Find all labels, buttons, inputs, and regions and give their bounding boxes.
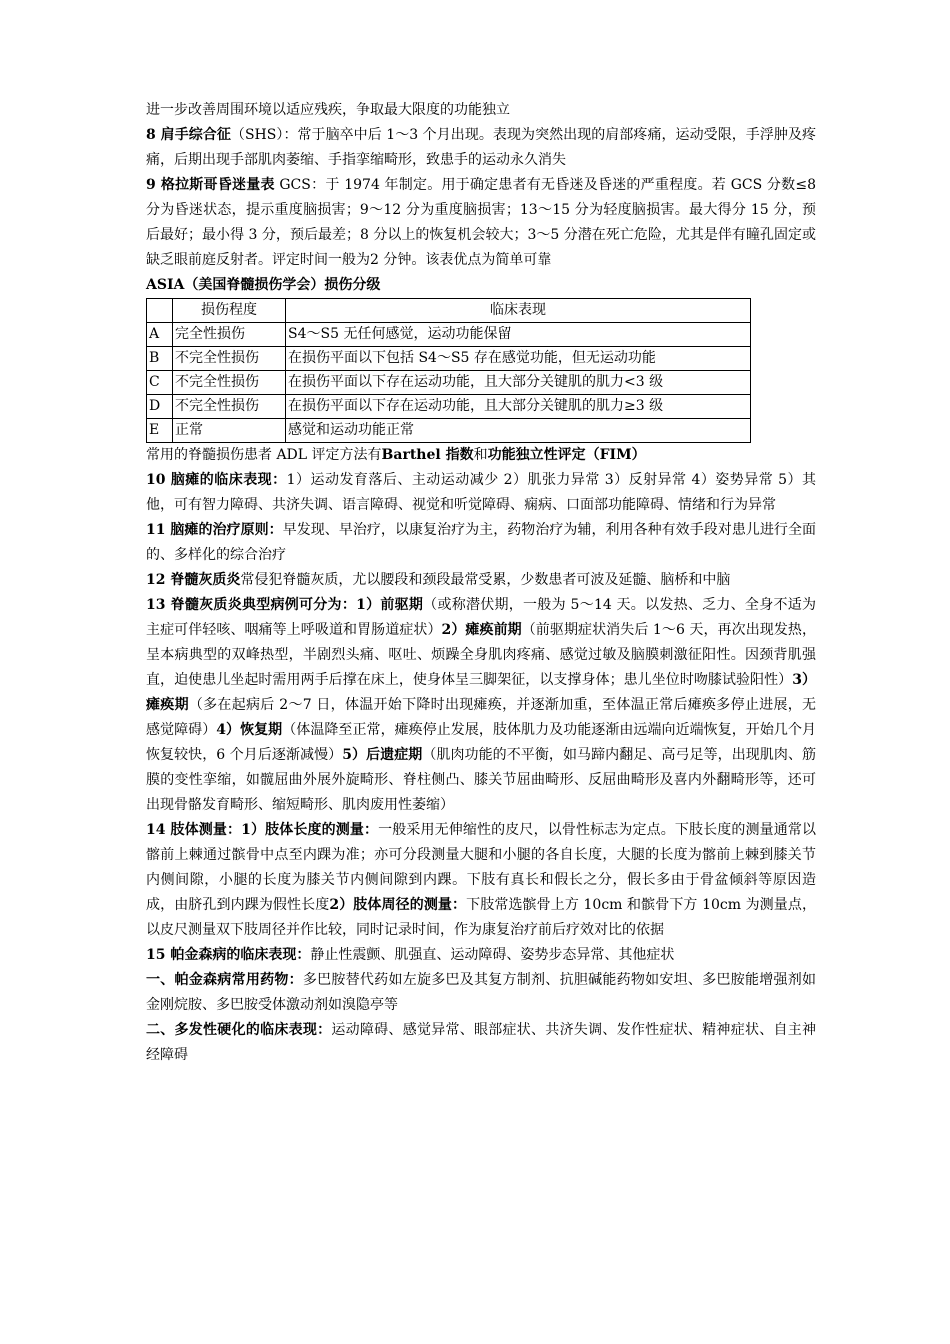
- table-header-cell: 损伤程度: [173, 299, 286, 323]
- p13-stage1-title: 1）前驱期: [356, 597, 424, 613]
- table-row: [147, 371, 751, 395]
- table-cell: 感觉和运动功能正常: [286, 419, 751, 443]
- p13-stage3-text: （多在起病后 2～7 日，体温开始下降时出现瘫痪，并逐渐加重，至体温正常后瘫痪多停止进展，无感觉障碍）: [146, 697, 817, 738]
- p8-text: （SHS）：常于脑卒中后 1～3 个月出现。表现为突然出现的肩部疼痛，运动受限，手浮肿及疼痛，后期出现手部肌肉萎缩、手指挛缩畸形，致患手的运动永久消失: [146, 127, 816, 168]
- p11-title: 11 脑瘫的治疗原则：: [146, 522, 283, 538]
- p15-text: 静止性震颤、肌强直、运动障碍、姿势步态异常、其他症状: [310, 947, 675, 963]
- table-cell: A: [147, 323, 173, 347]
- paragraph-12: [146, 568, 816, 593]
- paragraph-15: [146, 943, 816, 968]
- paragraph-adl: [146, 443, 816, 468]
- p9-text: GCS：于 1974 年制定。用于确定患者有无昏迷及昏迷的严重程度。若 GCS 分数≤8 分为昏迷状态，提示重度脑损害；9～12 分为重度脑损害；13～15 分为轻度脑损害。最大得分 15 分，预后最好；最小得 3 分，预后最差；8 分以上的恢复机会较大；3～5 分潜在死亡危险，尤其是伴有瞳孔固定或缺乏眼前庭反射者。评定时间一般为2 分钟。该表优点为简单可靠: [146, 177, 816, 268]
- p12-title: 12 脊髓灰质炎: [146, 572, 241, 588]
- p13-stage1-text: （或称潜伏期，一般为 5～14 天。以发热、乏力、全身不适为主症可伴轻咳、咽痛等上呼吸道和胃肠道症状）: [146, 597, 816, 638]
- table-cell: 在损伤平面以下存在运动功能，且大部分关键肌的肌力<3 级: [286, 371, 751, 395]
- p13-title: 13 脊髓灰质炎典型病例可分为：: [146, 597, 357, 613]
- p10-text: 1）运动发育落后、主动运动减少 2）肌张力异常 3）反射异常 4）姿势异常 5）其他，可有智力障碍、共济失调、语言障碍、视觉和听觉障碍、痫病、口面部功能障碍、情绪和行为异常: [146, 472, 816, 513]
- p8-title: 8 肩手综合征: [146, 127, 231, 143]
- table-cell: 不完全性损伤: [173, 395, 286, 419]
- paragraph-13: [146, 593, 816, 818]
- table-cell: 正常: [173, 419, 286, 443]
- paragraph-ms: [146, 1018, 816, 1068]
- table-cell: B: [147, 347, 173, 371]
- table-header-row: [147, 299, 751, 323]
- p15-title: 15 帕金森病的临床表现：: [146, 947, 311, 963]
- pk2-title: 二、多发性硬化的临床表现：: [146, 1022, 332, 1038]
- table-header-cell: [147, 299, 173, 323]
- table-cell: 在损伤平面以下包括 S4～S5 存在感觉功能，但无运动功能: [286, 347, 751, 371]
- p11-text: 早发现、早治疗，以康复治疗为主，药物治疗为辅，利用各种有效手段对患儿进行全面的、多样化的综合治疗: [146, 522, 817, 563]
- intro-text: 进一步改善周围环境以适应残疾，争取最大限度的功能独立: [146, 102, 510, 118]
- pk1-text: 多巴胺替代药如左旋多巴及其复方制剂、抗胆碱能药物如安坦、多巴胺能增强剂如金刚烷胺、多巴胺受体激动剂如溴隐亭等: [146, 972, 817, 1013]
- paragraph-10: [146, 468, 816, 518]
- table-header-cell: 临床表现: [286, 299, 751, 323]
- p13-stage4-title: 4）恢复期: [216, 722, 283, 738]
- table-cell: 不完全性损伤: [173, 347, 286, 371]
- paragraph-9: [146, 173, 816, 273]
- table-cell: C: [147, 371, 173, 395]
- paragraph-parkinson-drugs: [146, 968, 816, 1018]
- document-page: [146, 98, 816, 1068]
- table-cell: D: [147, 395, 173, 419]
- table-cell: 在损伤平面以下存在运动功能，且大部分关键肌的肌力≥3 级: [286, 395, 751, 419]
- table-row: [147, 395, 751, 419]
- p14-girth-title: 2）肢体周径的测量：: [329, 897, 467, 913]
- paragraph-intro: [146, 98, 816, 123]
- p10-title: 10 脑瘫的临床表现：: [146, 472, 287, 488]
- table-cell: S4～S5 无任何感觉，运动功能保留: [286, 323, 751, 347]
- p14-length-title: 1）肢体长度的测量：: [241, 822, 379, 838]
- asia-title: ASIA（美国脊髓损伤学会）损伤分级: [146, 277, 381, 293]
- pk2-text: 运动障碍、感觉异常、眼部症状、共济失调、发作性症状、精神症状、自主神经障碍: [146, 1022, 816, 1063]
- table-row: [147, 347, 751, 371]
- table-row: [147, 323, 751, 347]
- p13-stage2-title: 2）瘫痪前期: [441, 622, 522, 638]
- p13-stage5-title: 5）后遗症期: [342, 747, 423, 763]
- table-row: [147, 419, 751, 443]
- asia-table: [146, 298, 751, 443]
- pk1-title: 一、帕金森病常用药物：: [146, 972, 303, 988]
- table-cell: E: [147, 419, 173, 443]
- paragraph-14: [146, 818, 816, 943]
- paragraph-8: [146, 123, 816, 173]
- table-cell: 不完全性损伤: [173, 371, 286, 395]
- table-cell: 完全性损伤: [173, 323, 286, 347]
- adl-barthel: Barthel 指数: [381, 447, 474, 463]
- p12-text: 常侵犯脊髓灰质，尤以腰段和颈段最常受累，少数患者可波及延髓、脑桥和中脑: [240, 572, 731, 588]
- p13-stage5-text: （肌肉功能的不平衡，如马蹄内翻足、高弓足等，出现肌肉、筋膜的变性挛缩，如髋屈曲外展外旋畸形、脊柱侧凸、膝关节屈曲畸形、反屈曲畸形及喜内外翻畸形等，还可出现骨骼发育畸形、缩短畸形、肌肉废用性萎缩）: [146, 747, 817, 813]
- p13-stage3-title: 3）瘫痪期: [146, 672, 816, 713]
- adl-text: 常用的脊髓损伤患者 ADL 评定方法有: [146, 447, 382, 463]
- paragraph-11: [146, 518, 816, 568]
- p14-length-text: 一般采用无伸缩性的皮尺，以骨性标志为定点。下肢长度的测量通常以髂前上棘通过髌骨中点至内踝为准；亦可分段测量大腿和小腿的各自长度，大腿的长度为髂前上棘到膝关节内侧间隙，小腿的长度为膝关节内侧间隙到内踝。下肢有真长和假长之分，假长多由于骨盆倾斜等原因造成，由脐孔到内踝为假性长度: [146, 822, 816, 913]
- p13-stage2-text: （前驱期症状消失后 1～6 天，再次出现发热，呈本病典型的双峰热型，半剧烈头痛、呕吐、烦躁全身肌肉疼痛、感觉过敏及脑膜刺激征阳性。因颈背肌强直，迫使患儿坐起时需用两手后撑在床上，使身体呈三脚架征，以支撑身体；患儿坐位时吻膝试验阳性）: [146, 622, 816, 688]
- adl-fim: 功能独立性评定（FIM）: [487, 447, 646, 463]
- adl-and: 和: [473, 447, 488, 463]
- p14-title: 14 肢体测量：: [146, 822, 242, 838]
- p14-girth-text: 下肢常选髌骨上方 10cm 和髌骨下方 10cm 为测量点，以皮尺测量双下肢周径并作比较，同时记录时间，作为康复治疗前后疗效对比的依据: [146, 897, 816, 938]
- p9-title: 9 格拉斯哥昏迷量表: [146, 177, 275, 193]
- p13-stage4-text: （体温降至正常，瘫痪停止发展，肢体肌力及功能逐渐由远端向近端恢复，开始几个月恢复较快，6 个月后逐渐减慢）: [146, 722, 817, 763]
